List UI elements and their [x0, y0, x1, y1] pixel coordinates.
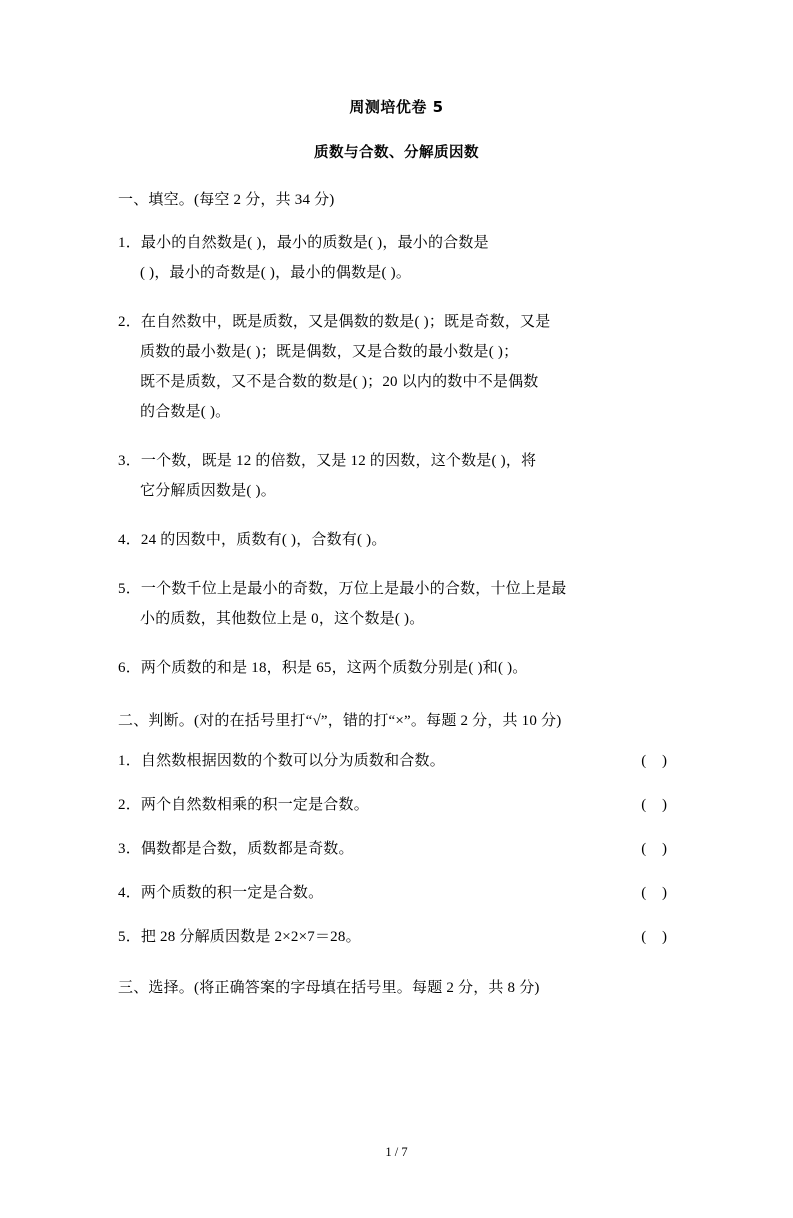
question-2-line-3: 既不是质数，又不是合数的数是( )；20 以内的数中不是偶数 [140, 374, 539, 390]
question-4 [118, 525, 675, 555]
question-5-line-1: 5．一个数千位上是最小的奇数，万位上是最小的合数，十位上是最 [118, 581, 567, 597]
section-heading-true-false: 二、判断。(对的在括号里打“√”，错的打“×”。每题 2 分，共 10 分) [118, 713, 562, 729]
question-4-line-1: 4．24 的因数中，质数有( )，合数有( )。 [118, 532, 387, 548]
tf-item-2-answer-box[interactable]: ( ) [641, 797, 673, 813]
question-3-line-1: 3．一个数，既是 12 的倍数，又是 12 的因数，这个数是( )，将 [118, 453, 537, 469]
question-6-line-1: 6．两个质数的和是 18，积是 65，这两个质数分别是( )和( )。 [118, 660, 528, 676]
question-5-line-2: 小的质数，其他数位上是 0，这个数是( )。 [140, 611, 425, 627]
tf-item-4-text: 4．两个质数的积一定是合数。 [118, 885, 324, 901]
question-2-line-2: 质数的最小数是( )；既是偶数，又是合数的最小数是( )； [140, 344, 519, 360]
question-3-line-2: 它分解质因数是( )。 [140, 483, 276, 499]
question-1-line-2: ( )，最小的奇数是( )，最小的偶数是( )。 [140, 265, 412, 281]
question-3 [118, 446, 675, 506]
tf-item-4 [118, 880, 675, 906]
question-2-line-1: 2．在自然数中，既是质数，又是偶数的数是( )；既是奇数，又是 [118, 314, 551, 330]
question-2-line-4: 的合数是( )。 [140, 404, 231, 420]
question-1 [118, 228, 675, 288]
page-title: 周测培优卷 5 [349, 98, 444, 116]
tf-item-2 [118, 792, 675, 818]
question-6 [118, 653, 675, 683]
tf-item-1 [118, 748, 675, 774]
page-subtitle: 质数与合数、分解质因数 [314, 145, 479, 161]
question-2 [118, 307, 675, 427]
tf-item-3 [118, 836, 675, 862]
page-number: 1 / 7 [385, 1145, 408, 1159]
tf-item-2-text: 2．两个自然数相乘的积一定是合数。 [118, 797, 369, 813]
tf-item-1-text: 1．自然数根据因数的个数可以分为质数和合数。 [118, 753, 445, 769]
section-heading-multiple-choice: 三、选择。(将正确答案的字母填在括号里。每题 2 分，共 8 分) [118, 980, 540, 996]
question-5 [118, 574, 675, 634]
worksheet-page [0, 96, 793, 1218]
tf-item-1-answer-box[interactable]: ( ) [641, 753, 673, 769]
question-1-line-1: 1．最小的自然数是( )，最小的质数是( )，最小的合数是 [118, 235, 489, 251]
section-heading-fill-blanks: 一、填空。(每空 2 分，共 34 分) [118, 192, 335, 208]
tf-item-3-answer-box[interactable]: ( ) [641, 841, 673, 857]
tf-item-4-answer-box[interactable]: ( ) [641, 885, 673, 901]
tf-item-5-text: 5．把 28 分解质因数是 2×2×7＝28。 [118, 929, 361, 945]
tf-item-3-text: 3．偶数都是合数，质数都是奇数。 [118, 841, 354, 857]
tf-item-5-answer-box[interactable]: ( ) [641, 929, 673, 945]
tf-item-5 [118, 924, 675, 950]
